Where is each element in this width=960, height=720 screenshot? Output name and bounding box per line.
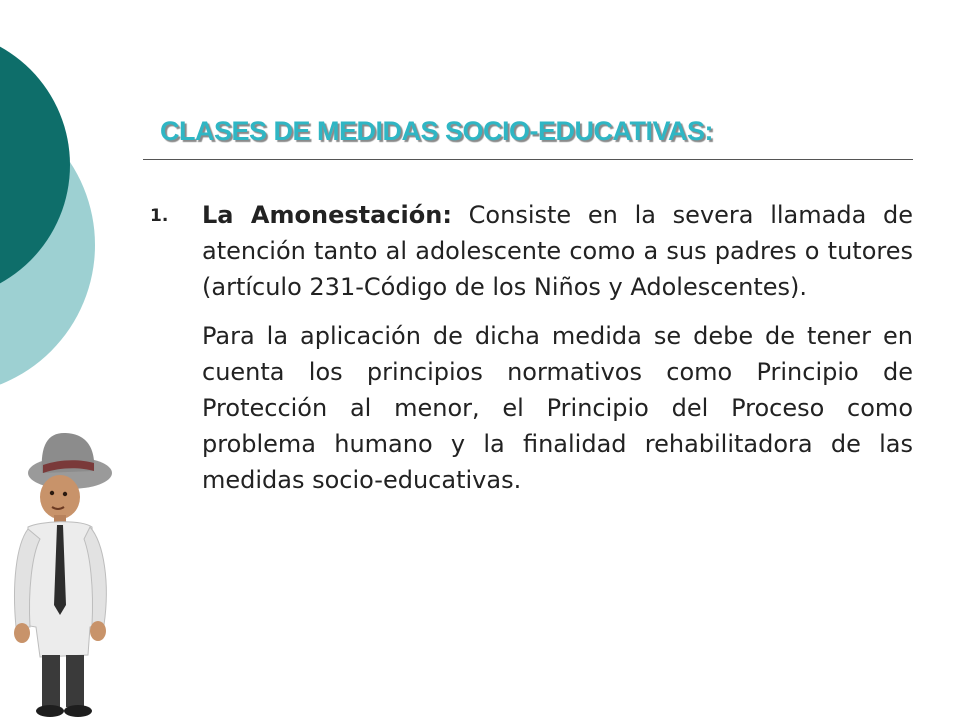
shoe-right bbox=[64, 705, 92, 717]
eye-right bbox=[63, 492, 67, 496]
item-body bbox=[202, 197, 913, 498]
eye-left bbox=[50, 491, 54, 495]
face bbox=[40, 475, 80, 519]
teal-circles-decoration bbox=[0, 0, 120, 400]
item-definition-paragraph bbox=[202, 197, 913, 305]
hand-left bbox=[14, 623, 30, 643]
hat-man-figure bbox=[0, 415, 160, 720]
item-note: Para la aplicación de dicha medida se debe de tener en cuenta los principios normativos como Principio de Protección al menor, el Principio del Proceso como problema humano y la finalidad rehabilitadora de las medidas socio-educativas. bbox=[202, 322, 913, 494]
item-definition: Consiste en la severa llamada de atención tanto al adolescente como a sus padres o tutores (artículo 231-Código de los Niños y Adolescentes). bbox=[202, 201, 914, 301]
leg-right bbox=[66, 655, 84, 707]
shoe-left bbox=[36, 705, 64, 717]
list-item bbox=[150, 197, 913, 498]
slide-title: CLASES DE MEDIDAS SOCIO-EDUCATIVAS: bbox=[160, 116, 714, 146]
title-underline bbox=[143, 159, 913, 160]
item-term: La Amonestación: bbox=[202, 201, 452, 229]
hand-right bbox=[90, 621, 106, 641]
item-number: 1. bbox=[150, 206, 169, 226]
slide-content bbox=[150, 197, 913, 498]
leg-left bbox=[42, 655, 60, 707]
